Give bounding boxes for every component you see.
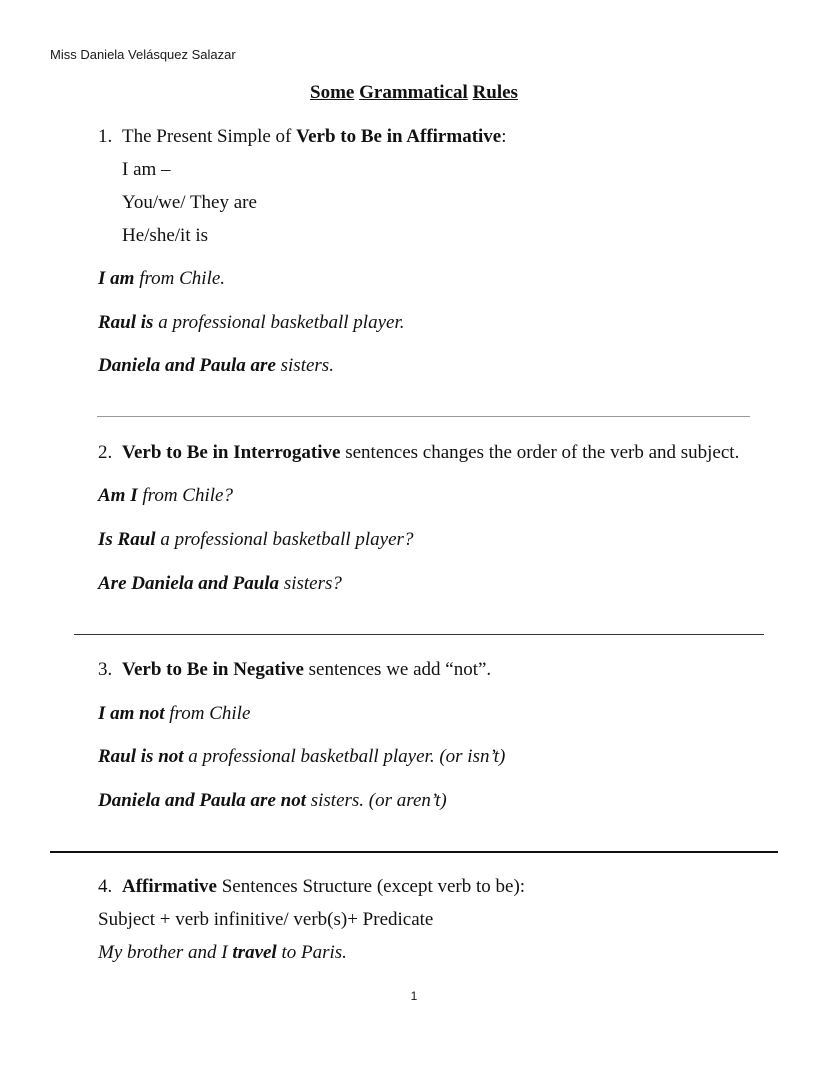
section2-example-2	[98, 528, 413, 552]
title-word-some: Some	[310, 82, 355, 103]
page-number: 1	[410, 989, 418, 1003]
section3-intro-bold: Verb to Be in Negative	[122, 659, 304, 680]
section1-example-3-bold: Daniela and Paula are	[98, 355, 276, 376]
section2-example-3-bold: Are Daniela and Paula	[98, 573, 280, 594]
section2-example-1-bold: Am I	[98, 485, 138, 506]
section4-structure: Subject + verb infinitive/ verb(s)+ Predicate	[98, 909, 434, 930]
divider-1	[97, 416, 750, 417]
section3-example-2	[98, 745, 505, 769]
section2-heading	[98, 441, 739, 465]
divider-2	[74, 634, 764, 635]
section1-example-3	[98, 354, 334, 378]
section4-heading	[98, 875, 525, 899]
section4-example-1-pre: My brother and I	[98, 942, 233, 963]
section1-form-he: He/she/it is	[122, 225, 209, 246]
section3-example-2-bold: Raul is not	[98, 746, 184, 767]
document-author: Miss Daniela Velásquez Salazar	[50, 47, 236, 62]
section1-example-1-rest: from Chile.	[134, 268, 226, 289]
section2-example-1	[98, 484, 233, 508]
section3-example-1-bold: I am not	[98, 703, 165, 724]
section2-intro-bold: Verb to Be in Interrogative	[122, 442, 341, 463]
title-word-rules: Rules	[472, 82, 518, 103]
section2-example-2-rest: a professional basketball player?	[155, 529, 414, 550]
section2-example-3	[98, 572, 342, 596]
section1-form-you: You/we/ They are	[122, 192, 257, 213]
section3-example-1	[98, 702, 250, 726]
section3-example-3	[98, 789, 447, 813]
divider-3	[50, 851, 778, 853]
section1-intro-end: :	[501, 126, 507, 147]
section4-intro-bold: Affirmative	[122, 876, 217, 897]
section4-example-1-bold: travel	[232, 942, 277, 963]
section2-intro-rest: sentences changes the order of the verb and subject.	[340, 442, 740, 463]
section2-example-3-rest: sisters?	[279, 573, 342, 594]
section2-example-1-rest: from Chile?	[137, 485, 233, 506]
section4-example-1-post: to Paris.	[276, 942, 347, 963]
section1-example-1-bold: I am	[98, 268, 135, 289]
section2-number: 2.	[98, 442, 113, 463]
section1-heading	[98, 125, 507, 149]
title-word-grammatical: Grammatical	[359, 82, 468, 103]
section3-example-3-bold: Daniela and Paula are not	[98, 790, 306, 811]
section1-form-i: I am –	[122, 159, 171, 180]
section2-example-2-bold: Is Raul	[98, 529, 156, 550]
section1-number: 1.	[98, 126, 113, 147]
section1-example-1	[98, 267, 225, 291]
section3-example-1-rest: from Chile	[164, 703, 251, 724]
section3-example-2-rest: a professional basketball player. (or isn’t)	[183, 746, 506, 767]
document-title	[0, 82, 828, 104]
section1-example-3-rest: sisters.	[275, 355, 334, 376]
section1-example-2-bold: Raul is	[98, 312, 154, 333]
section3-intro-rest: sentences we add “not”.	[303, 659, 492, 680]
section1-example-2	[98, 311, 404, 335]
section4-example-1	[98, 941, 347, 965]
section3-number: 3.	[98, 659, 113, 680]
section1-example-2-rest: a professional basketball player.	[153, 312, 405, 333]
section1-intro-bold: Verb to Be in Affirmative	[296, 126, 502, 147]
section4-number: 4.	[98, 876, 113, 897]
section4-intro-rest: Sentences Structure (except verb to be):	[216, 876, 526, 897]
section3-heading	[98, 658, 491, 682]
section3-example-3-rest: sisters. (or aren’t)	[305, 790, 447, 811]
section1-intro-plain: The Present Simple of	[122, 126, 297, 147]
